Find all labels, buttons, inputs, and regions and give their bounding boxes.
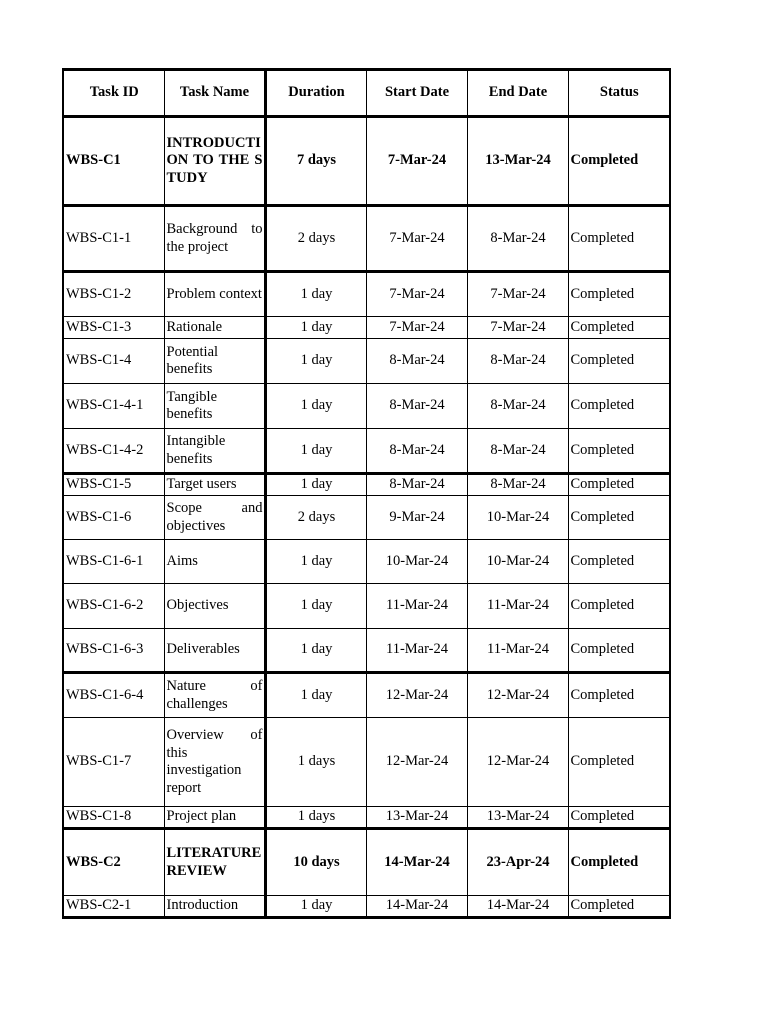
start-date-cell: 10-Mar-24	[366, 540, 467, 584]
task-name-cell: Overview of this investigation report	[164, 718, 265, 807]
status-cell: Completed	[568, 718, 670, 807]
task-id-cell: WBS-C1-1	[63, 206, 164, 272]
task-id-cell: WBS-C1-6-1	[63, 540, 164, 584]
header-end-date: End Date	[467, 70, 568, 117]
task-name-cell: Rationale	[164, 317, 265, 339]
table-row	[63, 673, 670, 718]
end-date-cell: 10-Mar-24	[467, 540, 568, 584]
duration-cell: 1 day	[265, 896, 366, 918]
task-id-cell: WBS-C1-4-2	[63, 429, 164, 474]
task-id-cell: WBS-C1-6-2	[63, 584, 164, 629]
table-row	[63, 474, 670, 496]
status-cell: Completed	[568, 496, 670, 540]
task-id-cell: WBS-C1-4	[63, 339, 164, 384]
table-row	[63, 629, 670, 673]
status-cell: Completed	[568, 339, 670, 384]
end-date-cell: 12-Mar-24	[467, 718, 568, 807]
status-cell: Completed	[568, 429, 670, 474]
end-date-cell: 12-Mar-24	[467, 673, 568, 718]
status-cell: Completed	[568, 474, 670, 496]
status-cell: Completed	[568, 584, 670, 629]
task-name-cell: Intangible benefits	[164, 429, 265, 474]
duration-cell: 1 day	[265, 474, 366, 496]
start-date-cell: 9-Mar-24	[366, 496, 467, 540]
end-date-cell: 23-Apr-24	[467, 829, 568, 896]
task-name-cell: Aims	[164, 540, 265, 584]
start-date-cell: 7-Mar-24	[366, 206, 467, 272]
status-cell: Completed	[568, 117, 670, 206]
start-date-cell: 14-Mar-24	[366, 896, 467, 918]
task-id-cell: WBS-C1-6-3	[63, 629, 164, 673]
task-name-cell: LITERATURE REVIEW	[164, 829, 265, 896]
header-start-date: Start Date	[366, 70, 467, 117]
table-row	[63, 384, 670, 429]
start-date-cell: 12-Mar-24	[366, 718, 467, 807]
start-date-cell: 11-Mar-24	[366, 629, 467, 673]
status-cell: Completed	[568, 206, 670, 272]
end-date-cell: 11-Mar-24	[467, 584, 568, 629]
duration-cell: 1 day	[265, 584, 366, 629]
table-row	[63, 272, 670, 317]
start-date-cell: 13-Mar-24	[366, 807, 467, 829]
table-header-row	[63, 70, 670, 117]
end-date-cell: 11-Mar-24	[467, 629, 568, 673]
duration-cell: 7 days	[265, 117, 366, 206]
task-name-cell: Objectives	[164, 584, 265, 629]
task-name-cell: Target users	[164, 474, 265, 496]
end-date-cell: 10-Mar-24	[467, 496, 568, 540]
start-date-cell: 8-Mar-24	[366, 339, 467, 384]
start-date-cell: 7-Mar-24	[366, 272, 467, 317]
end-date-cell: 8-Mar-24	[467, 429, 568, 474]
status-cell: Completed	[568, 807, 670, 829]
table-row	[63, 206, 670, 272]
status-cell: Completed	[568, 540, 670, 584]
duration-cell: 2 days	[265, 206, 366, 272]
status-cell: Completed	[568, 829, 670, 896]
task-name-cell: Background to the project	[164, 206, 265, 272]
duration-cell: 1 days	[265, 718, 366, 807]
duration-cell: 1 day	[265, 317, 366, 339]
task-id-cell: WBS-C2-1	[63, 896, 164, 918]
task-id-cell: WBS-C1-5	[63, 474, 164, 496]
duration-cell: 10 days	[265, 829, 366, 896]
end-date-cell: 8-Mar-24	[467, 206, 568, 272]
table-row	[63, 429, 670, 474]
duration-cell: 1 day	[265, 384, 366, 429]
start-date-cell: 7-Mar-24	[366, 117, 467, 206]
duration-cell: 1 day	[265, 540, 366, 584]
header-task-id: Task ID	[63, 70, 164, 117]
duration-cell: 1 days	[265, 807, 366, 829]
end-date-cell: 8-Mar-24	[467, 339, 568, 384]
task-name-cell: Nature of challenges	[164, 673, 265, 718]
end-date-cell: 8-Mar-24	[467, 384, 568, 429]
table-section-row	[63, 117, 670, 206]
task-id-cell: WBS-C1-2	[63, 272, 164, 317]
wbs-task-table	[62, 68, 671, 919]
start-date-cell: 7-Mar-24	[366, 317, 467, 339]
table-row	[63, 807, 670, 829]
task-name-cell: Potential benefits	[164, 339, 265, 384]
task-id-cell: WBS-C1	[63, 117, 164, 206]
header-task-name: Task Name	[164, 70, 265, 117]
table-row	[63, 540, 670, 584]
table-row	[63, 317, 670, 339]
start-date-cell: 14-Mar-24	[366, 829, 467, 896]
status-cell: Completed	[568, 629, 670, 673]
table-row	[63, 896, 670, 918]
start-date-cell: 12-Mar-24	[366, 673, 467, 718]
duration-cell: 1 day	[265, 429, 366, 474]
start-date-cell: 8-Mar-24	[366, 384, 467, 429]
task-id-cell: WBS-C1-6-4	[63, 673, 164, 718]
task-name-cell: Introduction	[164, 896, 265, 918]
task-name-cell: Project plan	[164, 807, 265, 829]
header-status: Status	[568, 70, 670, 117]
start-date-cell: 11-Mar-24	[366, 584, 467, 629]
duration-cell: 1 day	[265, 673, 366, 718]
end-date-cell: 7-Mar-24	[467, 272, 568, 317]
duration-cell: 1 day	[265, 339, 366, 384]
duration-cell: 2 days	[265, 496, 366, 540]
table-row	[63, 339, 670, 384]
task-name-cell: Scope and objectives	[164, 496, 265, 540]
status-cell: Completed	[568, 317, 670, 339]
task-id-cell: WBS-C1-4-1	[63, 384, 164, 429]
end-date-cell: 7-Mar-24	[467, 317, 568, 339]
status-cell: Completed	[568, 272, 670, 317]
end-date-cell: 13-Mar-24	[467, 807, 568, 829]
task-id-cell: WBS-C1-6	[63, 496, 164, 540]
table-row	[63, 496, 670, 540]
task-id-cell: WBS-C2	[63, 829, 164, 896]
end-date-cell: 14-Mar-24	[467, 896, 568, 918]
status-cell: Completed	[568, 673, 670, 718]
start-date-cell: 8-Mar-24	[366, 474, 467, 496]
task-id-cell: WBS-C1-7	[63, 718, 164, 807]
task-name-cell: Tangible benefits	[164, 384, 265, 429]
table-section-row	[63, 829, 670, 896]
task-id-cell: WBS-C1-3	[63, 317, 164, 339]
task-name-cell: INTRODUCTION TO THE STUDY	[164, 117, 265, 206]
duration-cell: 1 day	[265, 272, 366, 317]
status-cell: Completed	[568, 896, 670, 918]
start-date-cell: 8-Mar-24	[366, 429, 467, 474]
table-row	[63, 584, 670, 629]
table-row	[63, 718, 670, 807]
task-name-cell: Problem context	[164, 272, 265, 317]
task-name-cell: Deliverables	[164, 629, 265, 673]
status-cell: Completed	[568, 384, 670, 429]
end-date-cell: 8-Mar-24	[467, 474, 568, 496]
task-id-cell: WBS-C1-8	[63, 807, 164, 829]
duration-cell: 1 day	[265, 629, 366, 673]
end-date-cell: 13-Mar-24	[467, 117, 568, 206]
header-duration: Duration	[265, 70, 366, 117]
